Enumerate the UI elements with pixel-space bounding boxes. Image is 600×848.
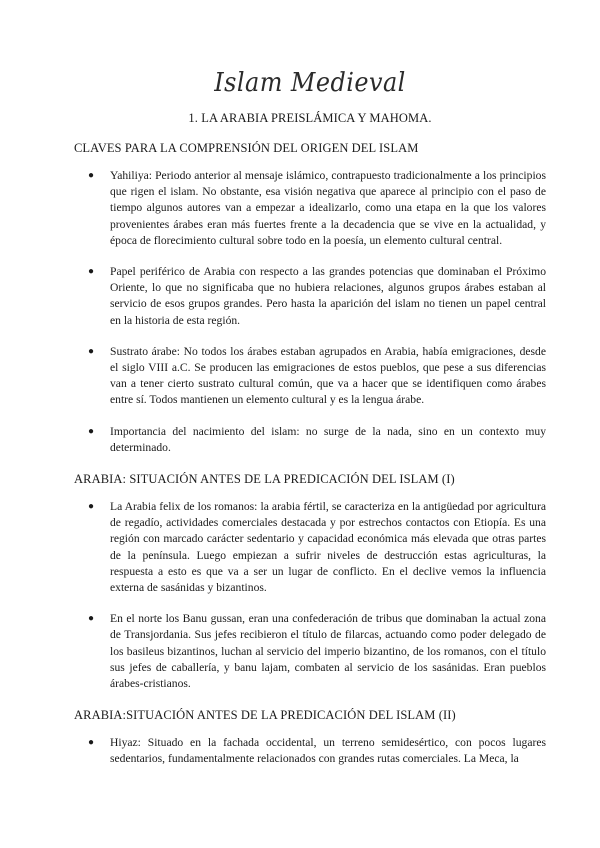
list-item: ● La Arabia felix de los romanos: la arabia fértil, se caracteriza en la antigüedad por agricultura de regadío, actividades comerciales destacada y por estrechos contactos con Etiopía. Es una región con marcado carácter sedentario y capacidad económica más elevada que otras partes de la península. Luego empiezan a sufrir niveles de destrucción estas agriculturas, la respuesta a esto es que va a ser un lugar de conflicto. En el declive vemos la influencia externa de sasánidas y bizantinos.: [88, 500, 546, 595]
document-title: Islam Medieval: [214, 68, 406, 98]
subheading-arabia-2: ARABIA:SITUACIÓN ANTES DE LA PREDICACIÓN DEL ISLAM (II): [74, 708, 456, 723]
list-item: ● Sustrato árabe: No todos los árabes estaban agrupados en Arabia, había emigraciones, desde el siglo VIII a.C. Se producen las emigraciones de estos pueblos, que pese a sus diferencias van a tener cierto sustrato cultural común, que va a hacer que se identifiquen como árabes entre sí. Todos mantienen un elemento cultural y es la lengua árabe.: [88, 344, 546, 407]
bullet-list: [74, 168, 546, 456]
section-claves: [74, 140, 546, 456]
bullet-dot-icon: ●: [88, 501, 95, 513]
section-arabia-2: [74, 707, 546, 767]
bullet-dot-icon: ●: [88, 737, 95, 749]
bullet-dot-icon: ●: [88, 266, 95, 278]
list-item: ● En el norte los Banu gussan, eran una confederación de tribus que dominaban la actual zona de Transjordania. Sus jefes recibieron el título de filarcas, actuando como poder delegado de los basileus bizantinos, luchan al servicio del imperio bizantino, de los romanos, con el título sus jefes de caballería, y banu lajam, combaten al servicio de los sasánidas. Eran pueblos árabes-cristianos.: [88, 612, 546, 691]
bullet-dot-icon: ●: [88, 613, 95, 625]
section-arabia-1: [74, 471, 546, 692]
subheading-claves: CLAVES PARA LA COMPRENSIÓN DEL ORIGEN DEL ISLAM: [74, 141, 419, 155]
list-item: ● Yahiliya: Periodo anterior al mensaje islámico, contrapuesto tradicionalmente a los principios que rigen el islam. No obstante, esa visión negativa que aparece al principio con el paso de tiempo algunos autores van a empezar a idealizarlo, como una etapa en la que los valores provenientes árabes eran más fuertes frente a la decadencia que se vive en la actualidad, y época de florecimiento cultural sobre todo en la poesía, un elemento cultural central.: [88, 169, 546, 247]
subheading-arabia-1: ARABIA: SITUACIÓN ANTES DE LA PREDICACIÓN DEL ISLAM (I): [74, 472, 455, 487]
list-item: ● Hiyaz: Situado en la fachada occidental, un terreno semidesértico, con pocos lugares sedentarios, fundamentalmente relacionados con grandes rutas comerciales. La Meca, la: [88, 736, 546, 766]
bullet-list: [74, 735, 546, 767]
bullet-dot-icon: ●: [88, 170, 95, 181]
bullet-dot-icon: ●: [88, 345, 95, 357]
list-item: ● Importancia del nacimiento del islam: no surge de la nada, sino en un contexto muy determinado.: [88, 424, 546, 454]
bullet-list: [74, 499, 546, 692]
section-heading: 1. LA ARABIA PREISLÁMICA Y MAHOMA.: [188, 111, 432, 125]
list-item: ● Papel periférico de Arabia con respecto a las grandes potencias que dominaban el Próximo Oriente, lo que no significaba que no hubiera relaciones, algunos grupos árabes estaban al servicio de esos grupos grandes. Pero hasta la aparición del islam no tienen un papel central en la historia de esta región.: [88, 265, 546, 327]
bullet-dot-icon: ●: [88, 425, 95, 437]
